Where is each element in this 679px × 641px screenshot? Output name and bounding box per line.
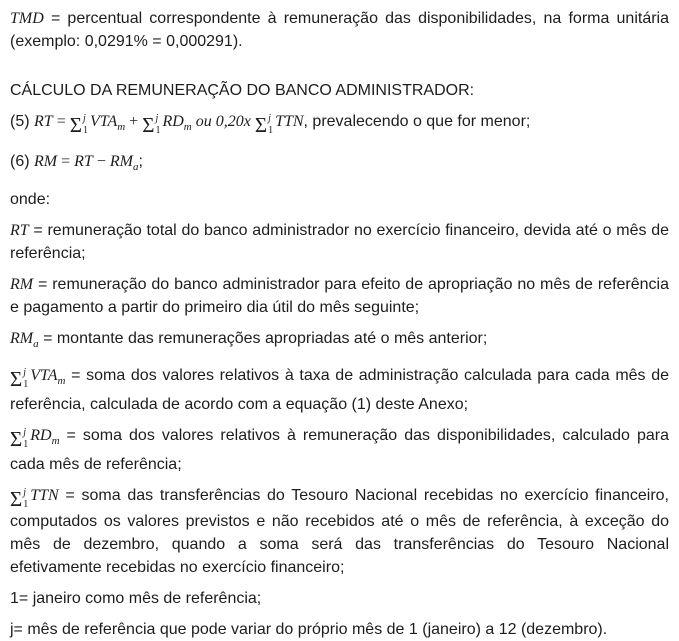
equation-6-tail-text: ; [138,153,143,170]
paragraph-rm-text: = remuneração do banco administrador para efeito de apropriação no mês de referência e pagamento a partir do primeiro dia útil do mês seguinte; [10,276,669,316]
variable-rd: RD [162,113,184,130]
summation-symbol [10,428,30,450]
paragraph-rt-text: = remuneração total do banco administrador no exercício financeiro, devida até o mês de referência; [10,222,669,262]
variable-rma: RM [10,330,34,347]
summation-symbol [10,368,30,390]
variable-rma-subscript: a [33,338,39,350]
summation-upper-limit: j [82,113,86,124]
equals-operator: = [52,113,70,130]
plus-operator: + [125,113,143,130]
equation-5 [10,108,669,141]
ou-factor-text: ou 0,20x [191,113,255,130]
variable-rt: RT [10,222,29,239]
summation-lower-limit: 1 [155,125,161,136]
equation-5-tail-text: , prevalecendo o que for menor; [303,113,531,130]
summation-limits [23,488,28,510]
summation-upper-limit: j [155,113,159,124]
summation-limits [23,368,28,390]
variable-rma-subscript: a [132,161,139,173]
summation-upper-limit: j [23,367,27,378]
summation-limits [23,428,28,450]
summation-lower-limit: 1 [23,499,29,510]
variable-rm: RM [34,153,58,170]
summation-symbol [142,114,162,136]
equation-6 [10,148,669,181]
paragraph-rma-text: = montante das remunerações apropriadas até o mês anterior; [43,330,488,347]
onde-label: onde: [10,191,51,208]
variable-vta: VTA [89,113,118,130]
sigma-icon: Σ [142,113,155,137]
variable-rd-subscript: m [183,121,192,133]
summation-symbol [255,114,275,136]
variable-ttn: TTN [30,487,59,504]
summation-lower-limit: 1 [82,125,88,136]
paragraph-vta-definition [10,364,669,416]
paragraph-rm-definition [10,273,669,319]
summation-limits [155,114,160,136]
section-heading: CÁLCULO DA REMUNERAÇÃO DO BANCO ADMINISTRADOR: [10,82,475,99]
paragraph-rd-definition [10,424,669,476]
variable-rt: RT [74,153,93,170]
minus-operator: − [92,153,110,170]
paragraph-tmd-text: = percentual correspondente à remuneração das disponibilidades, na forma unitária (exemplo: 0,0291% = 0,000291). [10,10,669,50]
variable-vta-subscript: m [117,121,126,133]
summation-limits [268,114,273,136]
sigma-icon: Σ [69,113,82,137]
summation-lower-limit: 1 [268,125,274,136]
paragraph-vta-text: = soma dos valores relativos à taxa de administração calculada para cada mês de referência, calculada de acordo com a equação (1) deste Anexo; [10,367,670,413]
equals-operator: = [57,153,75,170]
summation-lower-limit: 1 [23,379,29,390]
paragraph-ttn-definition [10,484,669,579]
variable-tmd: TMD [10,10,44,27]
sigma-icon: Σ [10,427,23,451]
variable-vta: VTA [30,367,58,384]
paragraph-j-index: j= mês de referência que pode variar do próprio mês de 1 (janeiro) a 12 (dezembro). [10,621,608,638]
summation-upper-limit: j [23,487,27,498]
summation-upper-limit: j [23,427,27,438]
variable-ttn: TTN [275,113,304,130]
sigma-icon: Σ [254,113,268,137]
paragraph-rd-text: = soma dos valores relativos à remuneração das disponibilidades, calculado para cada mês de referência; [10,427,669,473]
sigma-icon: Σ [10,487,23,511]
variable-rm: RM [10,276,34,293]
summation-symbol [10,488,30,510]
equation-5-number: (5) [10,113,30,130]
paragraph-january-index: 1= janeiro como mês de referência; [10,590,262,607]
sigma-icon: Σ [10,367,23,391]
variable-rma: RM [109,153,133,170]
variable-vta-subscript: m [57,375,66,387]
paragraph-rma-definition [10,327,669,356]
paragraph-tmd-definition [10,7,669,53]
variable-rd-subscript: m [51,435,60,447]
variable-rt: RT [34,113,53,130]
paragraph-rt-definition [10,219,669,265]
summation-lower-limit: 1 [23,439,29,450]
variable-rd: RD [30,427,52,444]
summation-symbol [70,114,90,136]
equation-6-number: (6) [10,153,30,170]
summation-limits [83,114,88,136]
summation-upper-limit: j [268,113,271,124]
paragraph-ttn-text: = soma das transferências do Tesouro Nacional recebidas no exercício financeiro, computados os valores previstos e não recebidos até o mês de referência, à exceção do mês de dezembro, quando a soma será das transferências do Tesouro Nacional efetivamente recebidas no exercício financeiro; [10,487,669,576]
